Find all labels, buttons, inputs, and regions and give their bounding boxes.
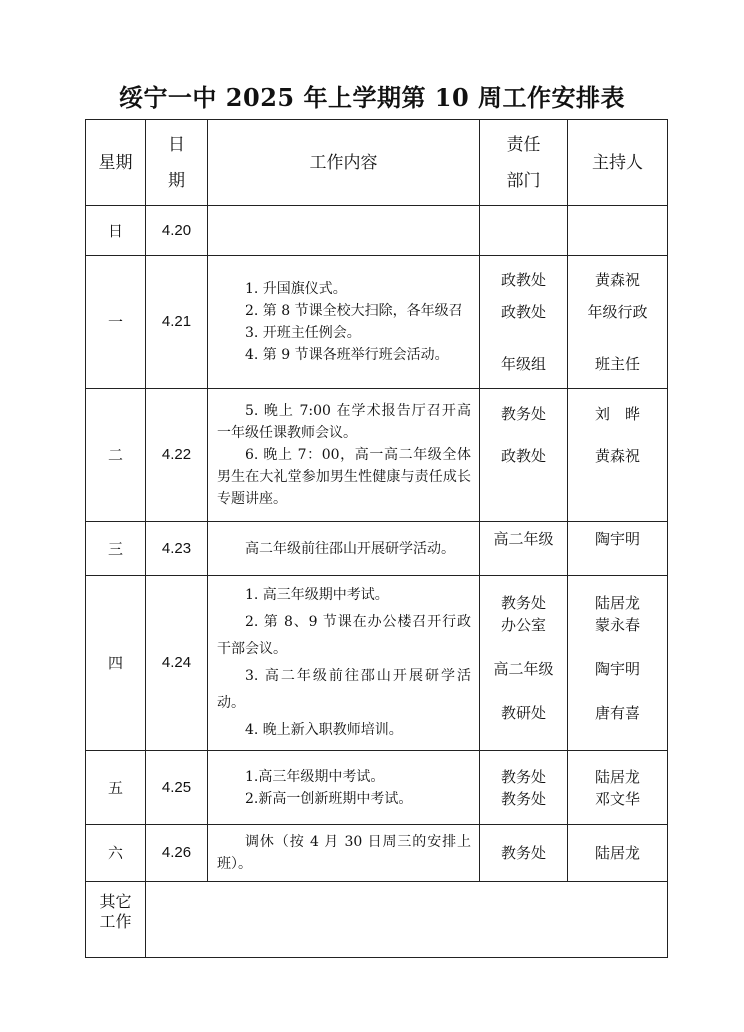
day-cell: 四 bbox=[86, 576, 146, 751]
dept-item: 教务处 bbox=[500, 767, 546, 786]
header-host: 主持人 bbox=[568, 120, 668, 206]
date-cell: 4.23 bbox=[146, 522, 208, 576]
host-item: 陆居龙 bbox=[594, 844, 640, 862]
host-cell bbox=[568, 256, 668, 389]
day-cell: 五 bbox=[86, 751, 146, 825]
dept-item: 政教处 bbox=[500, 271, 546, 289]
dept-cell bbox=[480, 522, 568, 576]
table-row-other bbox=[86, 882, 668, 958]
other-label-line1: 其它 bbox=[99, 892, 132, 911]
page-title: 绥宁一中 2025 年上学期第 10 周工作安排表 bbox=[118, 83, 626, 112]
date-cell: 4.26 bbox=[146, 825, 208, 882]
work-item: 1. 升国旗仪式。 bbox=[245, 281, 347, 297]
host-cell bbox=[568, 825, 668, 882]
table-row-monday bbox=[86, 256, 668, 389]
dept-item: 办公室 bbox=[500, 616, 546, 634]
table-row-tuesday bbox=[86, 389, 668, 522]
day-cell: 日 bbox=[86, 206, 146, 256]
work-item: 2.新高一创新班期中考试。 bbox=[245, 790, 413, 807]
table-row-friday bbox=[86, 751, 668, 825]
host-item: 班主任 bbox=[594, 355, 640, 373]
host-item: 黄森祝 bbox=[594, 447, 640, 465]
host-item: 蒙永春 bbox=[594, 616, 640, 634]
work-cell bbox=[208, 206, 480, 256]
header-dept-line2: 部门 bbox=[506, 170, 541, 191]
work-item: 2. 第 8 节课全校大扫除，各年级召 bbox=[245, 303, 463, 319]
host-cell bbox=[568, 751, 668, 825]
work-item: 5. 晚上 7:00 在学术报告厅召开高一年级任课教师会议。 bbox=[217, 403, 471, 441]
host-cell bbox=[568, 522, 668, 576]
table-row-saturday bbox=[86, 825, 668, 882]
dept-cell bbox=[480, 825, 568, 882]
host-cell bbox=[568, 389, 668, 522]
host-item: 年级行政 bbox=[587, 303, 648, 321]
date-cell: 4.24 bbox=[146, 576, 208, 751]
table-row-thursday bbox=[86, 576, 668, 751]
work-item: 高二年级前往邵山开展研学活动。 bbox=[245, 540, 455, 557]
work-item: 1. 高三年级期中考试。 bbox=[245, 587, 389, 603]
dept-item: 高二年级 bbox=[493, 660, 554, 678]
host-item: 邓文华 bbox=[594, 789, 640, 808]
header-work: 工作内容 bbox=[208, 120, 480, 206]
host-cell bbox=[568, 576, 668, 751]
dept-item: 政教处 bbox=[500, 303, 546, 321]
other-label-cell bbox=[86, 882, 146, 958]
dept-cell bbox=[480, 389, 568, 522]
table-row-sunday bbox=[86, 206, 668, 256]
date-cell: 4.25 bbox=[146, 751, 208, 825]
other-label-line2: 工作 bbox=[99, 912, 132, 931]
work-cell bbox=[208, 576, 480, 751]
host-item: 黄森祝 bbox=[594, 271, 640, 289]
work-item: 调休（按 4 月 30 日周三的安排上班）。 bbox=[217, 834, 471, 872]
dept-item: 政教处 bbox=[500, 447, 546, 465]
dept-item: 高二年级 bbox=[493, 530, 554, 548]
work-cell bbox=[208, 389, 480, 522]
table-row-wednesday bbox=[86, 522, 668, 576]
header-dept bbox=[480, 120, 568, 206]
dept-cell bbox=[480, 206, 568, 256]
day-cell: 一 bbox=[86, 256, 146, 389]
work-item: 3. 开班主任例会。 bbox=[245, 325, 361, 341]
host-item: 陆居龙 bbox=[594, 594, 640, 612]
header-dept-line1: 责任 bbox=[506, 134, 541, 155]
date-cell: 4.21 bbox=[146, 256, 208, 389]
dept-cell bbox=[480, 256, 568, 389]
header-day: 星期 bbox=[86, 120, 146, 206]
date-cell: 4.20 bbox=[146, 206, 208, 256]
work-item: 2. 第 8、9 节课在办公楼召开行政干部会议。 bbox=[217, 614, 471, 657]
header-date-line1: 日 bbox=[168, 134, 185, 155]
host-item: 刘 晔 bbox=[594, 405, 640, 423]
host-item: 陶宇明 bbox=[594, 660, 640, 678]
work-item: 4. 第 9 节课各班举行班会活动。 bbox=[245, 347, 449, 363]
header-date bbox=[146, 120, 208, 206]
header-row bbox=[86, 120, 668, 206]
work-item: 1.高三年级期中考试。 bbox=[245, 768, 385, 785]
dept-item: 教务处 bbox=[500, 405, 546, 423]
dept-item: 年级组 bbox=[500, 355, 546, 373]
work-cell bbox=[208, 522, 480, 576]
dept-cell bbox=[480, 751, 568, 825]
host-item: 唐有喜 bbox=[594, 704, 640, 722]
work-item: 6. 晚上 7：00，高一高二年级全体男生在大礼堂参加男生性健康与责任成长专题讲座。 bbox=[217, 447, 471, 507]
dept-item: 教务处 bbox=[500, 844, 546, 862]
other-content-cell bbox=[146, 882, 668, 958]
day-cell: 三 bbox=[86, 522, 146, 576]
dept-item: 教务处 bbox=[500, 594, 546, 612]
schedule-table bbox=[85, 119, 668, 958]
host-item: 陆居龙 bbox=[594, 767, 640, 786]
dept-cell bbox=[480, 576, 568, 751]
work-item: 3. 高二年级前往邵山开展研学活动。 bbox=[217, 668, 471, 711]
header-date-line2: 期 bbox=[168, 170, 185, 191]
day-cell: 二 bbox=[86, 389, 146, 522]
work-item: 4. 晚上新入职教师培训。 bbox=[245, 722, 403, 738]
host-item: 陶宇明 bbox=[594, 530, 640, 548]
work-cell bbox=[208, 751, 480, 825]
dept-item: 教研处 bbox=[500, 704, 546, 722]
day-cell: 六 bbox=[86, 825, 146, 882]
work-cell bbox=[208, 825, 480, 882]
date-cell: 4.22 bbox=[146, 389, 208, 522]
host-cell bbox=[568, 206, 668, 256]
work-cell bbox=[208, 256, 480, 389]
dept-item: 教务处 bbox=[500, 789, 546, 808]
